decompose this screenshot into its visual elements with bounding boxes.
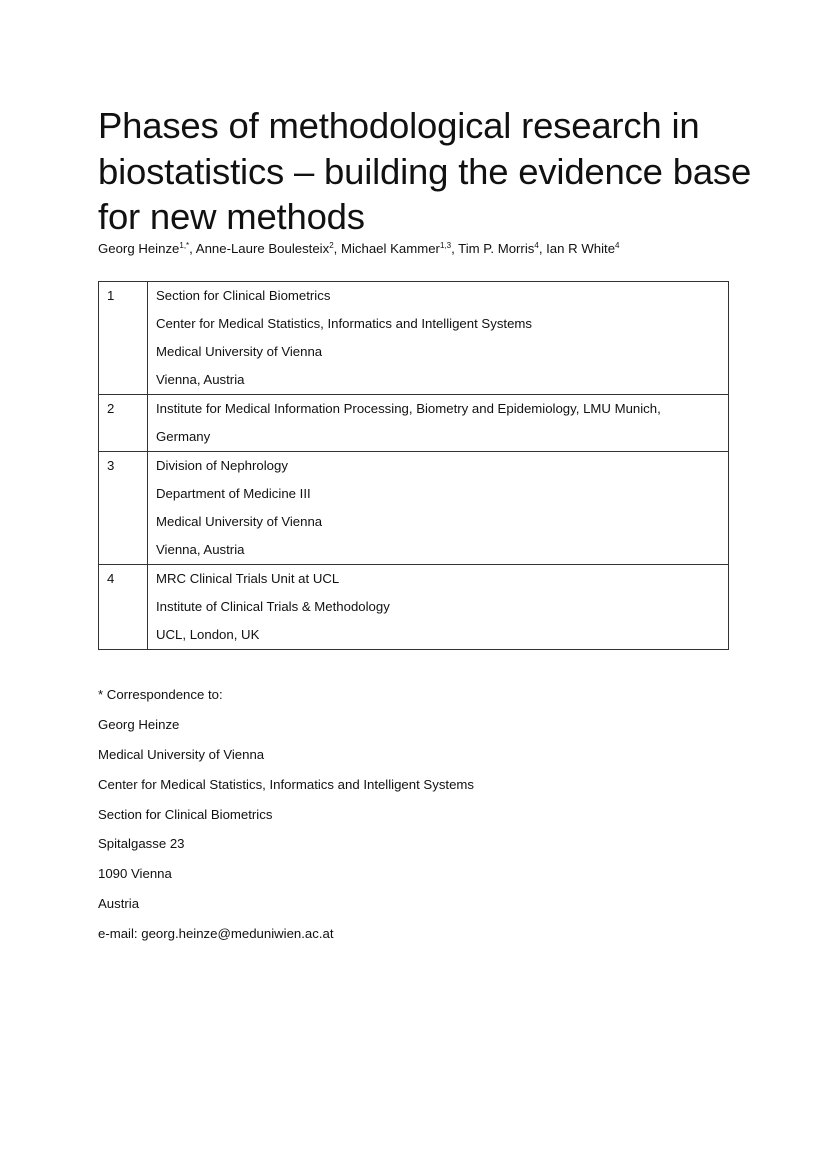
affiliation-line: Department of Medicine III xyxy=(156,486,311,501)
correspondence-line: Georg Heinze xyxy=(98,716,180,732)
author-name: Tim P. Morris xyxy=(458,241,535,256)
correspondence-block xyxy=(98,683,738,952)
affiliation-line: Medical University of Vienna xyxy=(156,514,323,529)
title-line: for new methods xyxy=(98,196,365,237)
affiliation-line: Center for Medical Statistics, Informatics and Intelligent Systems xyxy=(156,316,532,331)
author-name: Anne-Laure Boulesteix xyxy=(195,241,330,256)
affiliation-text-cell xyxy=(148,452,729,565)
affiliation-line: Institute for Medical Information Processing, Biometry and Epidemiology, LMU Munich, xyxy=(156,401,661,416)
correspondence-line: Center for Medical Statistics, Informatics and Intelligent Systems xyxy=(98,776,474,792)
author-affiliation-mark: 4 xyxy=(534,241,539,250)
table-row xyxy=(99,452,729,565)
author-affiliation-mark: 4 xyxy=(615,241,620,250)
affiliations-table xyxy=(98,281,729,650)
author-affiliation-mark: 2 xyxy=(329,241,334,250)
author-name: Ian R White xyxy=(546,241,616,256)
affiliation-line: Germany xyxy=(156,429,211,444)
paper-title xyxy=(98,103,758,240)
author-affiliation-mark: 1,3 xyxy=(439,241,452,250)
affiliation-line: MRC Clinical Trials Unit at UCL xyxy=(156,571,340,586)
correspondence-line: Austria xyxy=(98,896,140,912)
author-separator: , xyxy=(333,241,341,256)
author-separator: , xyxy=(451,241,459,256)
affiliation-number-cell xyxy=(99,452,148,565)
title-line: biostatistics – building the evidence base xyxy=(98,150,752,192)
affiliation-number: 4 xyxy=(107,571,115,586)
correspondence-heading: * Correspondence to: xyxy=(98,687,223,702)
author-separator: , xyxy=(538,241,547,256)
affiliation-text-cell xyxy=(148,282,729,395)
affiliation-number-cell xyxy=(99,395,148,452)
author-name: Michael Kammer xyxy=(341,241,440,256)
affiliation-number: 2 xyxy=(107,401,115,416)
affiliation-text-cell xyxy=(148,395,729,452)
affiliation-line: Division of Nephrology xyxy=(156,458,288,473)
author-affiliation-mark: 1,* xyxy=(179,241,190,250)
affiliation-number: 1 xyxy=(107,288,115,303)
affiliation-line: Vienna, Austria xyxy=(156,542,245,557)
author-name: Georg Heinze xyxy=(98,241,180,256)
table-row xyxy=(99,565,729,650)
affiliation-number: 3 xyxy=(107,458,115,473)
correspondence-line: Spitalgasse 23 xyxy=(98,836,185,852)
affiliation-line: Institute of Clinical Trials & Methodology xyxy=(156,599,390,614)
title-line: Phases of methodological research in xyxy=(98,105,700,146)
affiliation-line: Medical University of Vienna xyxy=(156,344,323,359)
correspondence-email[interactable]: e-mail: georg.heinze@meduniwien.ac.at xyxy=(98,926,334,942)
affiliation-line: Section for Clinical Biometrics xyxy=(156,288,331,303)
correspondence-line: Medical University of Vienna xyxy=(98,746,265,762)
correspondence-line: Section for Clinical Biometrics xyxy=(98,806,273,822)
correspondence-line: 1090 Vienna xyxy=(98,866,172,882)
table-row xyxy=(99,395,729,452)
author-list xyxy=(98,240,738,258)
author-separator: , xyxy=(189,241,196,256)
table-row xyxy=(99,282,729,395)
affiliation-number-cell xyxy=(99,282,148,395)
affiliation-line: UCL, London, UK xyxy=(156,627,260,642)
affiliation-line: Vienna, Austria xyxy=(156,372,245,387)
affiliation-text-cell xyxy=(148,565,729,650)
affiliation-number-cell xyxy=(99,565,148,650)
